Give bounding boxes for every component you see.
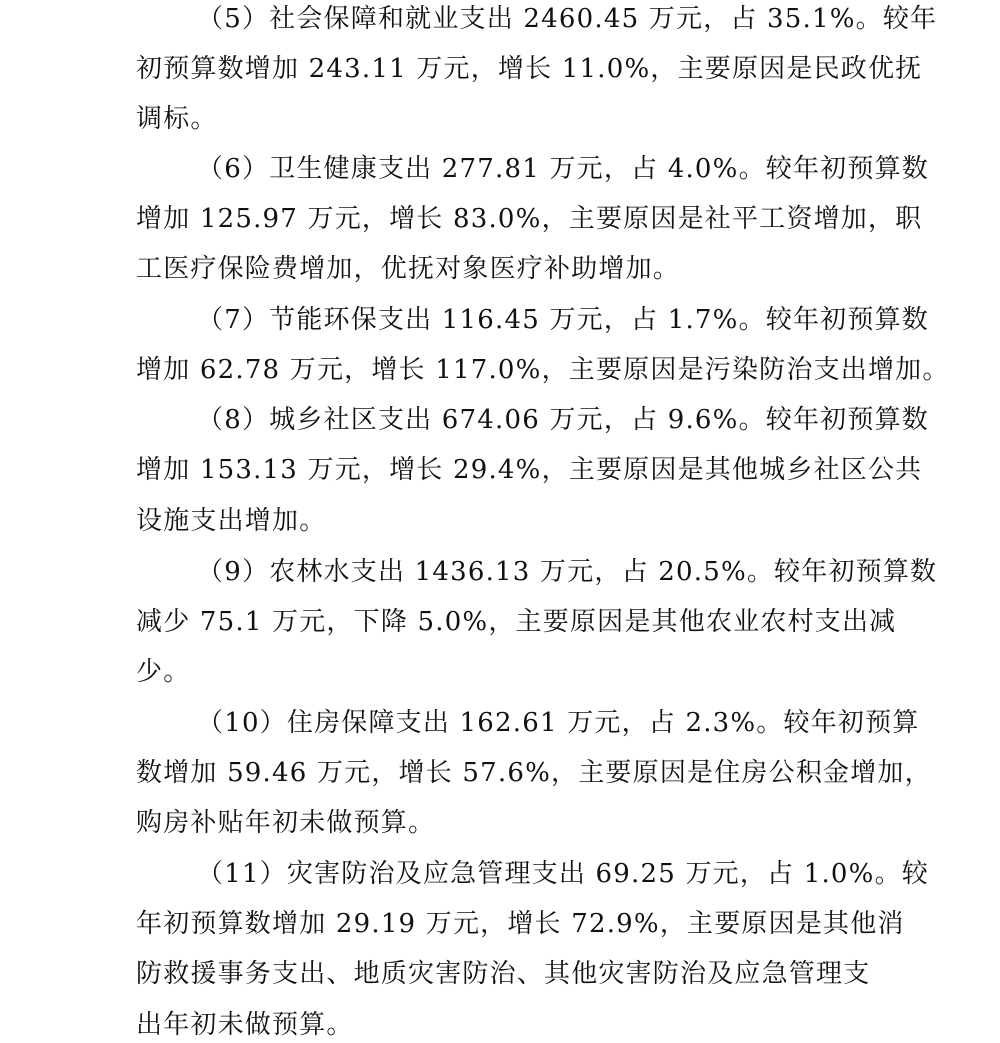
line-15: （10）住房保障支出 162.61 万元，占 2.3%。较年初预算	[197, 708, 920, 738]
line-6: 工医疗保险费增加，优抚对象医疗补助增加。	[136, 254, 681, 284]
line-9: （8）城乡社区支出 674.06 万元，占 9.6%。较年初预算数	[197, 405, 929, 435]
line-20: 防救援事务支出、地质灾害防治、其他灾害防治及应急管理支	[136, 959, 871, 989]
line-3: 调标。	[136, 104, 218, 134]
line-8: 增加 62.78 万元，增长 117.0%，主要原因是污染防治支出增加。	[136, 355, 950, 385]
line-14: 少。	[136, 657, 191, 687]
line-17: 购房补贴年初未做预算。	[136, 808, 436, 838]
line-19: 年初预算数增加 29.19 万元，增长 72.9%，主要原因是其他消	[136, 909, 905, 939]
line-11: 设施支出增加。	[136, 506, 327, 536]
line-4: （6）卫生健康支出 277.81 万元，占 4.0%。较年初预算数	[197, 154, 929, 184]
line-5: 增加 125.97 万元，增长 83.0%，主要原因是社平工资增加，职	[136, 204, 923, 234]
line-21: 出年初未做预算。	[136, 1010, 354, 1040]
line-12: （9）农林水支出 1436.13 万元，占 20.5%。较年初预算数	[197, 557, 938, 587]
line-2: 初预算数增加 243.11 万元，增长 11.0%，主要原因是民政优抚	[136, 54, 923, 84]
line-18: （11）灾害防治及应急管理支出 69.25 万元，占 1.0%。较	[197, 859, 929, 889]
line-16: 数增加 59.46 万元，增长 57.6%，主要原因是住房公积金增加，	[136, 758, 932, 788]
line-13: 减少 75.1 万元，下降 5.0%，主要原因是其他农业农村支出减	[136, 607, 897, 637]
line-10: 增加 153.13 万元，增长 29.4%，主要原因是其他城乡社区公共	[136, 455, 923, 485]
line-1: （5）社会保障和就业支出 2460.45 万元，占 35.1%。较年	[197, 4, 938, 34]
line-7: （7）节能环保支出 116.45 万元，占 1.7%。较年初预算数	[197, 305, 929, 335]
